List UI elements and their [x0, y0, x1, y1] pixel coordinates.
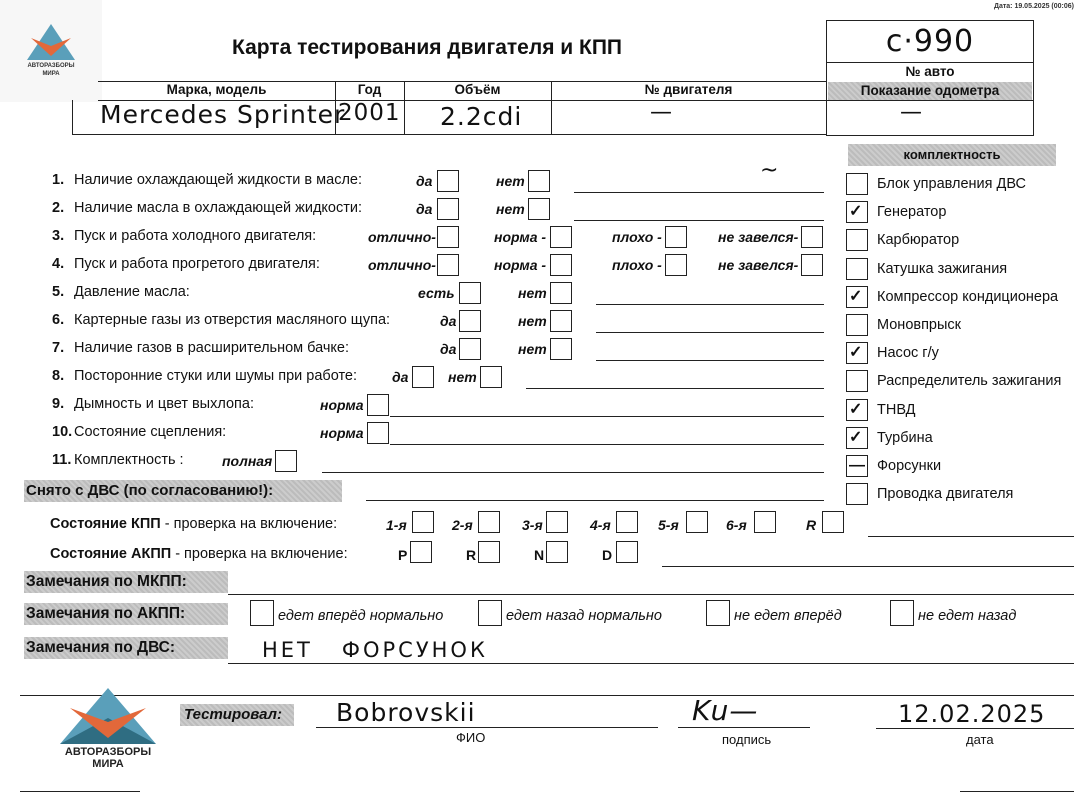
gear-label: 1-я	[386, 517, 407, 533]
col-make-model: Марка, модель	[166, 82, 267, 97]
option-label: плохо -	[612, 257, 662, 273]
mode-label: N	[534, 547, 545, 563]
option-label: норма	[320, 397, 364, 413]
option-checkbox[interactable]	[459, 310, 481, 332]
notes-line	[526, 388, 824, 389]
dvs-remarks-value: НЕТ ФОРСУНОК	[262, 638, 488, 662]
akpp-option-checkbox[interactable]	[250, 600, 274, 626]
option-checkbox[interactable]	[801, 254, 823, 276]
option-checkbox[interactable]	[367, 394, 389, 416]
completeness-checkbox[interactable]	[846, 286, 868, 308]
completeness-checkbox[interactable]	[846, 342, 868, 364]
question-label: 2. Наличие масла в охлаждающей жидкости:	[52, 200, 362, 216]
gear-checkbox[interactable]	[478, 511, 500, 533]
option-checkbox[interactable]	[412, 366, 434, 388]
gear-checkbox[interactable]	[686, 511, 708, 533]
option-label: норма	[320, 425, 364, 441]
completeness-item-label: Проводка двигателя	[877, 486, 1014, 503]
tested-by-label: Тестировал:	[180, 704, 294, 726]
completeness-item-label: Компрессор кондиционера	[877, 288, 1059, 305]
completeness-item-label: Насос г/у	[877, 345, 939, 362]
logo-text: АВТОРАЗБОРЫ	[27, 63, 75, 69]
option-checkbox[interactable]	[480, 366, 502, 388]
signature-caption: подпись	[722, 732, 772, 747]
engine-no-value: —	[650, 100, 673, 125]
option-label: плохо -	[612, 229, 662, 245]
auto-gearbox-label: Состояние АКПП - проверка на включение:	[50, 546, 348, 562]
notes-line	[390, 444, 824, 445]
dvs-remarks-label: Замечания по ДВС:	[24, 637, 228, 659]
completeness-checkbox[interactable]	[846, 173, 868, 195]
completeness-checkbox[interactable]	[846, 258, 868, 280]
checkmark-icon: ✓	[849, 400, 863, 418]
logo-text: АВТОРАЗБОРЫ	[64, 746, 152, 758]
option-checkbox[interactable]	[550, 226, 572, 248]
option-checkbox[interactable]	[367, 422, 389, 444]
col-year: Год	[357, 82, 382, 97]
akpp-option-checkbox[interactable]	[478, 600, 502, 626]
option-checkbox[interactable]	[437, 226, 459, 248]
question-label: 4. Пуск и работа прогретого двигателя:	[52, 256, 320, 272]
odometer-value: —	[900, 100, 923, 125]
manual-gearbox-label: Состояние КПП - проверка на включение:	[50, 516, 338, 532]
option-label: отлично-	[368, 229, 436, 245]
signature-value: Ku—	[692, 694, 759, 727]
question-label: 1. Наличие охлаждающей жидкости в масле:	[52, 172, 362, 188]
question-label: 5. Давление масла:	[52, 284, 190, 300]
checkmark-icon: ✓	[849, 428, 863, 446]
completeness-checkbox[interactable]	[846, 427, 868, 449]
print-date: Дата: 19.05.2025 (00:06)	[993, 3, 1074, 10]
question-label: 8. Посторонние стуки или шумы при работе:	[52, 368, 358, 384]
mkpp-remarks-label: Замечания по МКПП:	[24, 571, 228, 593]
option-label: не завелся-	[718, 257, 799, 273]
completeness-item-label: ТНВД	[877, 401, 916, 418]
completeness-item-label: Турбина	[877, 429, 933, 446]
option-label: есть	[418, 285, 455, 301]
notes-line	[596, 304, 824, 305]
option-checkbox[interactable]	[275, 450, 297, 472]
name-caption: ФИО	[456, 730, 486, 745]
gear-checkbox[interactable]	[546, 511, 568, 533]
year-value: 2001	[338, 100, 401, 126]
question-label: 6. Картерные газы из отверстия масляного щупа:	[52, 312, 391, 328]
option-label: нет	[518, 313, 547, 329]
volume-value: 2.2cdi	[440, 102, 523, 131]
option-label: не завелся-	[718, 229, 799, 245]
car-number-value: c·990	[885, 24, 975, 59]
completeness-item-label: Карбюратор	[877, 232, 960, 249]
option-checkbox[interactable]	[801, 226, 823, 248]
option-checkbox[interactable]	[665, 226, 687, 248]
option-label: нет	[518, 341, 547, 357]
car-number-label: № авто	[905, 64, 955, 79]
notes-line	[574, 220, 824, 221]
gear-checkbox[interactable]	[616, 511, 638, 533]
question-label: 9. Дымность и цвет выхлопа:	[52, 396, 254, 412]
option-checkbox[interactable]	[665, 254, 687, 276]
gear-label: 4-я	[590, 517, 611, 533]
gear-label: 2-я	[452, 517, 473, 533]
logo-icon	[60, 688, 156, 744]
tester-name-value: Bobrovskii	[336, 698, 476, 727]
option-checkbox[interactable]	[550, 282, 572, 304]
notes-line	[596, 332, 824, 333]
bottom-logo	[56, 688, 160, 768]
option-checkbox[interactable]	[550, 338, 572, 360]
question-label: 11. Комплектность :	[52, 452, 184, 468]
top-logo	[0, 0, 102, 102]
mode-label: D	[602, 547, 613, 563]
akpp-option-label: не едет вперёд	[734, 608, 842, 624]
option-checkbox[interactable]	[437, 254, 459, 276]
mode-checkbox[interactable]	[546, 541, 568, 563]
notes-line	[390, 416, 824, 417]
checkmark-icon: ✓	[849, 344, 863, 362]
completeness-item-label: Распределитель зажигания	[877, 373, 1062, 390]
akpp-option-label: едет вперёд нормально	[278, 608, 444, 624]
option-checkbox[interactable]	[459, 282, 481, 304]
akpp-option-label: не едет назад	[918, 608, 1017, 624]
dash-icon: —	[849, 457, 865, 474]
mode-checkbox[interactable]	[478, 541, 500, 563]
gear-checkbox[interactable]	[754, 511, 776, 533]
completeness-item-label: Моновпрыск	[877, 317, 962, 333]
mode-label: R	[466, 547, 477, 563]
option-checkbox[interactable]	[459, 338, 481, 360]
logo-text-sub: МИРА	[42, 71, 60, 77]
completeness-checkbox[interactable]	[846, 455, 868, 477]
odometer-label: Показание одометра	[828, 82, 1032, 100]
option-label: да	[392, 369, 409, 385]
logo-icon	[27, 24, 75, 60]
option-label: нет	[496, 173, 525, 189]
gear-label: 3-я	[522, 517, 543, 533]
option-checkbox[interactable]	[437, 170, 459, 192]
option-label: да	[416, 201, 433, 217]
logo-text-sub: МИРА	[92, 758, 124, 770]
question-label: 10. Состояние сцепления:	[52, 424, 227, 440]
option-label: отлично-	[368, 257, 436, 273]
completeness-checkbox[interactable]	[846, 314, 868, 336]
checkmark-icon: ✓	[849, 203, 863, 221]
notes-line	[574, 192, 824, 193]
completeness-item-label: Катушка зажигания	[877, 260, 1008, 277]
mode-checkbox[interactable]	[410, 541, 432, 563]
completeness-item-label: Форсунки	[877, 458, 942, 474]
akpp-option-checkbox[interactable]	[706, 600, 730, 626]
checkmark-icon: ✓	[849, 287, 863, 305]
option-checkbox[interactable]	[550, 310, 572, 332]
option-label: нет	[448, 369, 477, 385]
option-label: полная	[222, 453, 273, 469]
gear-checkbox[interactable]	[412, 511, 434, 533]
gear-label: R	[806, 517, 817, 533]
completeness-checkbox[interactable]	[846, 201, 868, 223]
option-checkbox[interactable]	[550, 254, 572, 276]
akpp-option-label: едет назад нормально	[506, 608, 662, 624]
notes-line	[596, 360, 824, 361]
completeness-checkbox[interactable]	[846, 370, 868, 392]
option-label: да	[440, 313, 457, 329]
question-label: 3. Пуск и работа холодного двигателя:	[52, 228, 317, 244]
option-label: нет	[518, 285, 547, 301]
col-engine-no: № двигателя	[644, 82, 733, 97]
gear-label: 6-я	[726, 517, 747, 533]
date-caption: дата	[966, 732, 994, 747]
mode-checkbox[interactable]	[616, 541, 638, 563]
completeness-checkbox[interactable]	[846, 229, 868, 251]
akpp-option-checkbox[interactable]	[890, 600, 914, 626]
option-label: нет	[496, 201, 525, 217]
col-volume: Объём	[454, 82, 501, 97]
option-label: норма -	[494, 257, 547, 273]
page-title: Карта тестирования двигателя и КПП	[232, 36, 623, 59]
completeness-header: комплектность	[848, 144, 1056, 166]
option-label: норма -	[494, 229, 547, 245]
akpp-remarks-label: Замечания по АКПП:	[24, 603, 228, 625]
mode-label: P	[398, 547, 408, 563]
completeness-item-label: Генератор	[877, 204, 947, 221]
removed-label: Снято с ДВС (по согласованию!):	[24, 480, 342, 502]
q1-handwritten-note: ~	[760, 158, 780, 183]
gear-label: 5-я	[658, 517, 679, 533]
option-checkbox[interactable]	[528, 170, 550, 192]
date-value: 12.02.2025	[898, 700, 1046, 728]
completeness-item-label: Блок управления ДВС	[877, 176, 1027, 192]
gear-checkbox[interactable]	[822, 511, 844, 533]
make-model-value: Mercedes Sprinter	[100, 100, 346, 129]
option-label: да	[416, 173, 433, 189]
option-checkbox[interactable]	[528, 198, 550, 220]
notes-line	[322, 472, 824, 473]
completeness-checkbox[interactable]	[846, 399, 868, 421]
question-label: 7. Наличие газов в расширительном бачке:	[52, 340, 350, 356]
option-checkbox[interactable]	[437, 198, 459, 220]
option-label: да	[440, 341, 457, 357]
completeness-checkbox[interactable]	[846, 483, 868, 505]
